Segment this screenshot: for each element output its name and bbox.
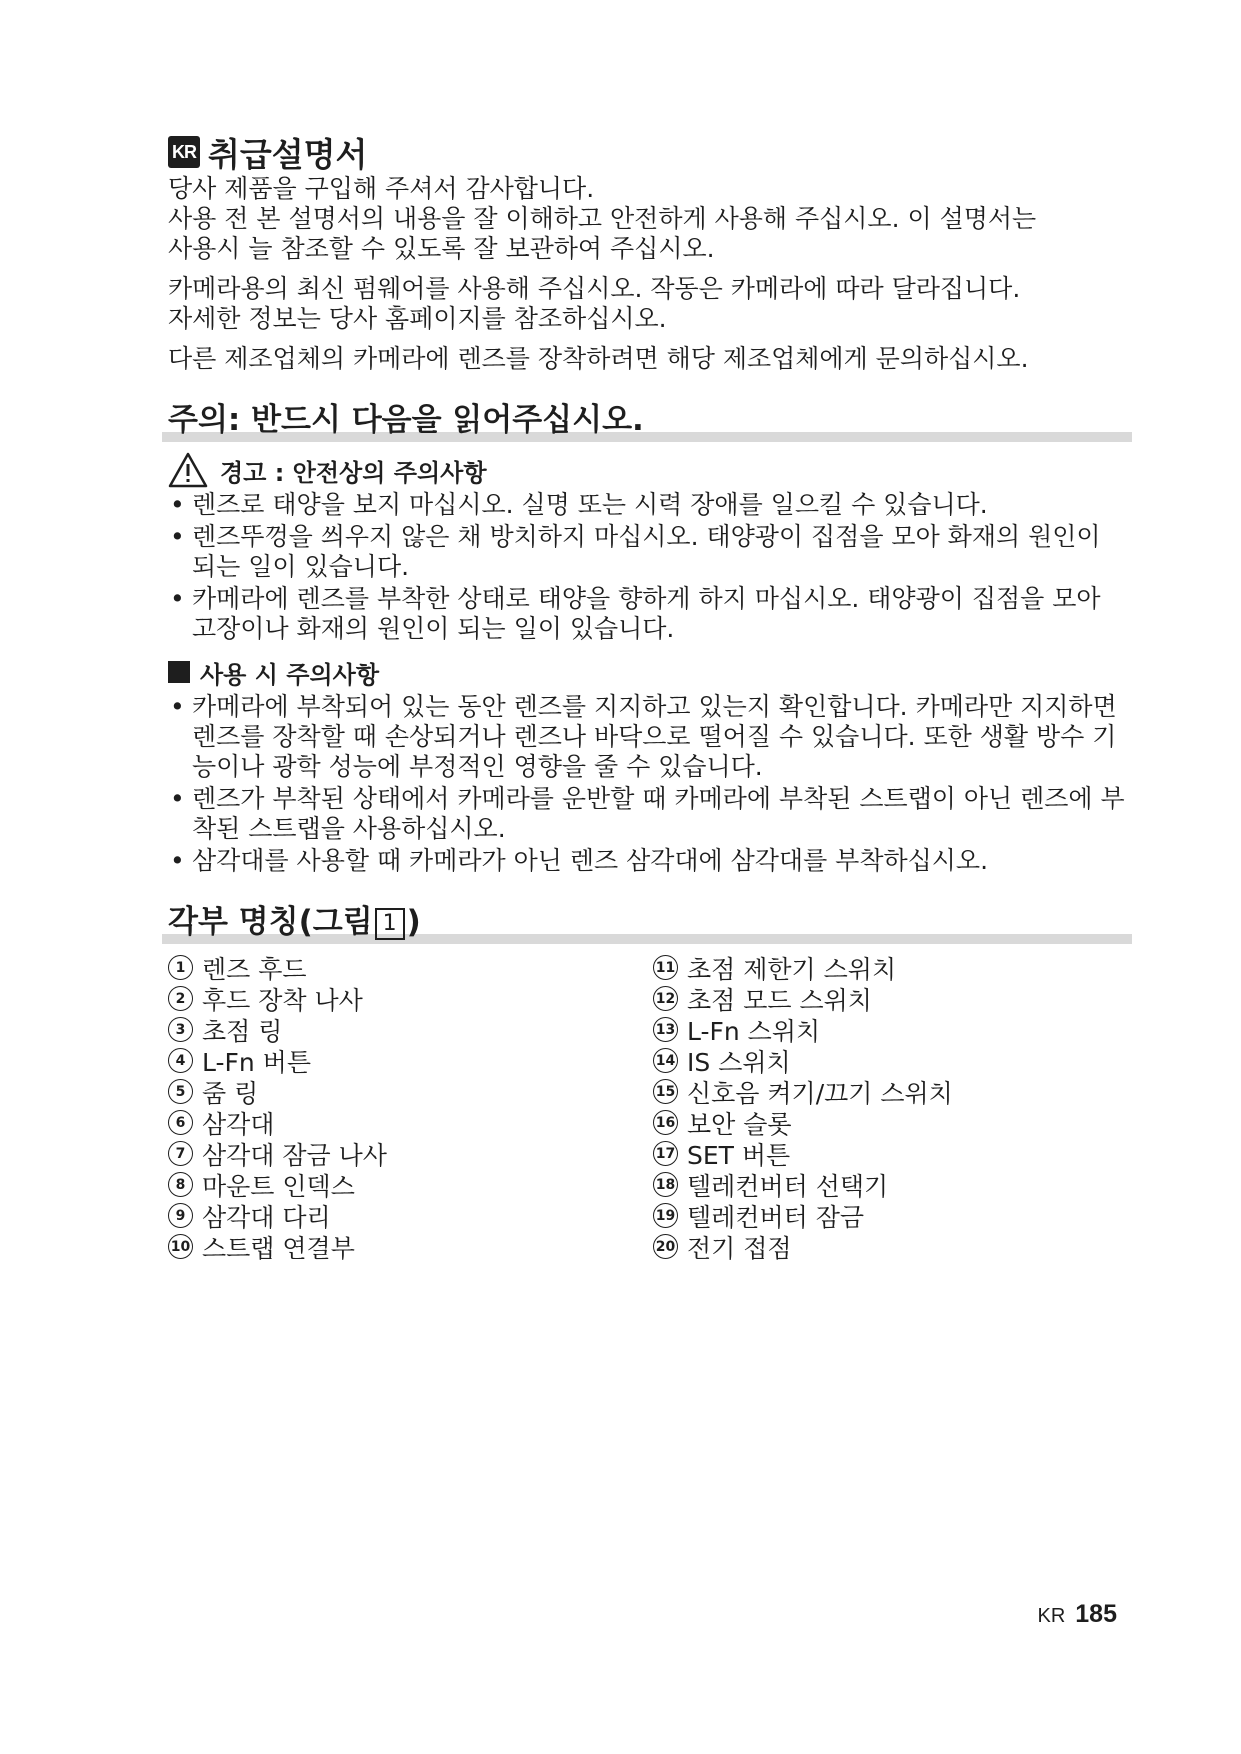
parts-section-heading xyxy=(168,902,1126,948)
part-item: 4 L-Fn 버튼 xyxy=(168,1045,653,1076)
usage-heading xyxy=(168,654,1126,690)
list-item: • 삼각대를 사용할 때 카메라가 아닌 렌즈 삼각대에 삼각대를 부착하십시오. xyxy=(170,846,989,875)
warning-list xyxy=(168,490,1126,644)
footer-language: KR xyxy=(1037,1605,1066,1627)
part-item: 12 초점 모드 스위치 xyxy=(653,983,1126,1014)
part-item: 19 텔레컨버터 잠금 xyxy=(653,1200,1126,1231)
part-item: 3 초점 링 xyxy=(168,1014,653,1045)
warning-heading xyxy=(168,452,1126,488)
caution-section-title: 주의: 반드시 다음을 읽어주십시오. xyxy=(168,402,644,438)
parts-section-title: 각부 명칭(그림 1 ) xyxy=(168,904,421,940)
manual-page xyxy=(168,130,1126,1262)
usage-list xyxy=(168,692,1126,876)
part-item: 10 스트랩 연결부 xyxy=(168,1231,653,1262)
list-item: • 렌즈로 태양을 보지 마십시오. 실명 또는 시력 장애를 일으킬 수 있습니다. xyxy=(170,490,988,519)
page-title: 취급설명서 xyxy=(208,134,368,174)
warning-triangle-icon xyxy=(168,452,208,488)
figure-number-box: 1 xyxy=(375,908,405,940)
part-item: 20 전기 접점 xyxy=(653,1231,1126,1262)
list-item: • 카메라에 부착되어 있는 동안 렌즈를 지지하고 있는지 확인합니다. 카메라만 지지하면 렌즈를 장착할 때 손상되거나 렌즈나 바닥으로 떨어질 수 있습니다. 또한 생활 방수 기능이나 광학 성능에 부정적인 영향을 줄 수 있습니다. xyxy=(170,692,1117,781)
part-item: 6 삼각대 xyxy=(168,1107,653,1138)
square-bullet-icon xyxy=(168,661,190,683)
part-item: 7 삼각대 잠금 나사 xyxy=(168,1138,653,1169)
title-row xyxy=(168,130,1126,174)
parts-column-right xyxy=(653,952,1126,1262)
part-item: 11 초점 제한기 스위치 xyxy=(653,952,1126,983)
list-item: • 렌즈뚜껑을 씌우지 않은 채 방치하지 마십시오. 태양광이 집점을 모아 화재의 원인이 되는 일이 있습니다. xyxy=(170,522,1101,581)
language-badge: KR xyxy=(168,136,200,168)
list-item: • 카메라에 렌즈를 부착한 상태로 태양을 향하게 하지 마십시오. 태양광이 집점을 모아 고장이나 화재의 원인이 되는 일이 있습니다. xyxy=(170,584,1101,643)
intro-line: 사용 전 본 설명서의 내용을 잘 이해하고 안전하게 사용해 주십시오. 이 설명서는 xyxy=(168,204,1037,233)
part-item: 16 보안 슬롯 xyxy=(653,1107,1126,1138)
warning-title: 경고 : 안전상의 주의사항 xyxy=(220,458,487,487)
intro-line: 사용시 늘 참조할 수 있도록 잘 보관하여 주십시오. xyxy=(168,234,715,263)
part-item: 18 텔레컨버터 선택기 xyxy=(653,1169,1126,1200)
list-item: • 렌즈가 부착된 상태에서 카메라를 운반할 때 카메라에 부착된 스트랩이 아닌 렌즈에 부착된 스트랩을 사용하십시오. xyxy=(170,784,1125,843)
part-item: 14 IS 스위치 xyxy=(653,1045,1126,1076)
page-number: 185 xyxy=(1075,1600,1117,1628)
part-item: 15 신호음 켜기/끄기 스위치 xyxy=(653,1076,1126,1107)
intro-line: 자세한 정보는 당사 홈페이지를 참조하십시오. xyxy=(168,304,667,333)
part-item: 13 L-Fn 스위치 xyxy=(653,1014,1126,1045)
parts-list xyxy=(168,952,1126,1262)
part-item: 5 줌 링 xyxy=(168,1076,653,1107)
intro-line: 카메라용의 최신 펌웨어를 사용해 주십시오. 작동은 카메라에 따라 달라집니다. xyxy=(168,274,1021,303)
usage-title: 사용 시 주의사항 xyxy=(200,660,379,689)
parts-column-left xyxy=(168,952,653,1262)
part-item: 17 SET 버튼 xyxy=(653,1138,1126,1169)
part-item: 9 삼각대 다리 xyxy=(168,1200,653,1231)
page-footer xyxy=(1037,1600,1117,1629)
intro-line: 당사 제품을 구입해 주셔서 감사합니다. xyxy=(168,174,595,203)
caution-section-heading xyxy=(168,400,1126,446)
intro-line: 다른 제조업체의 카메라에 렌즈를 장착하려면 해당 제조업체에게 문의하십시오. xyxy=(168,344,1029,373)
part-item: 8 마운트 인덱스 xyxy=(168,1169,653,1200)
part-item: 2 후드 장착 나사 xyxy=(168,983,653,1014)
part-item: 1 렌즈 후드 xyxy=(168,952,653,983)
